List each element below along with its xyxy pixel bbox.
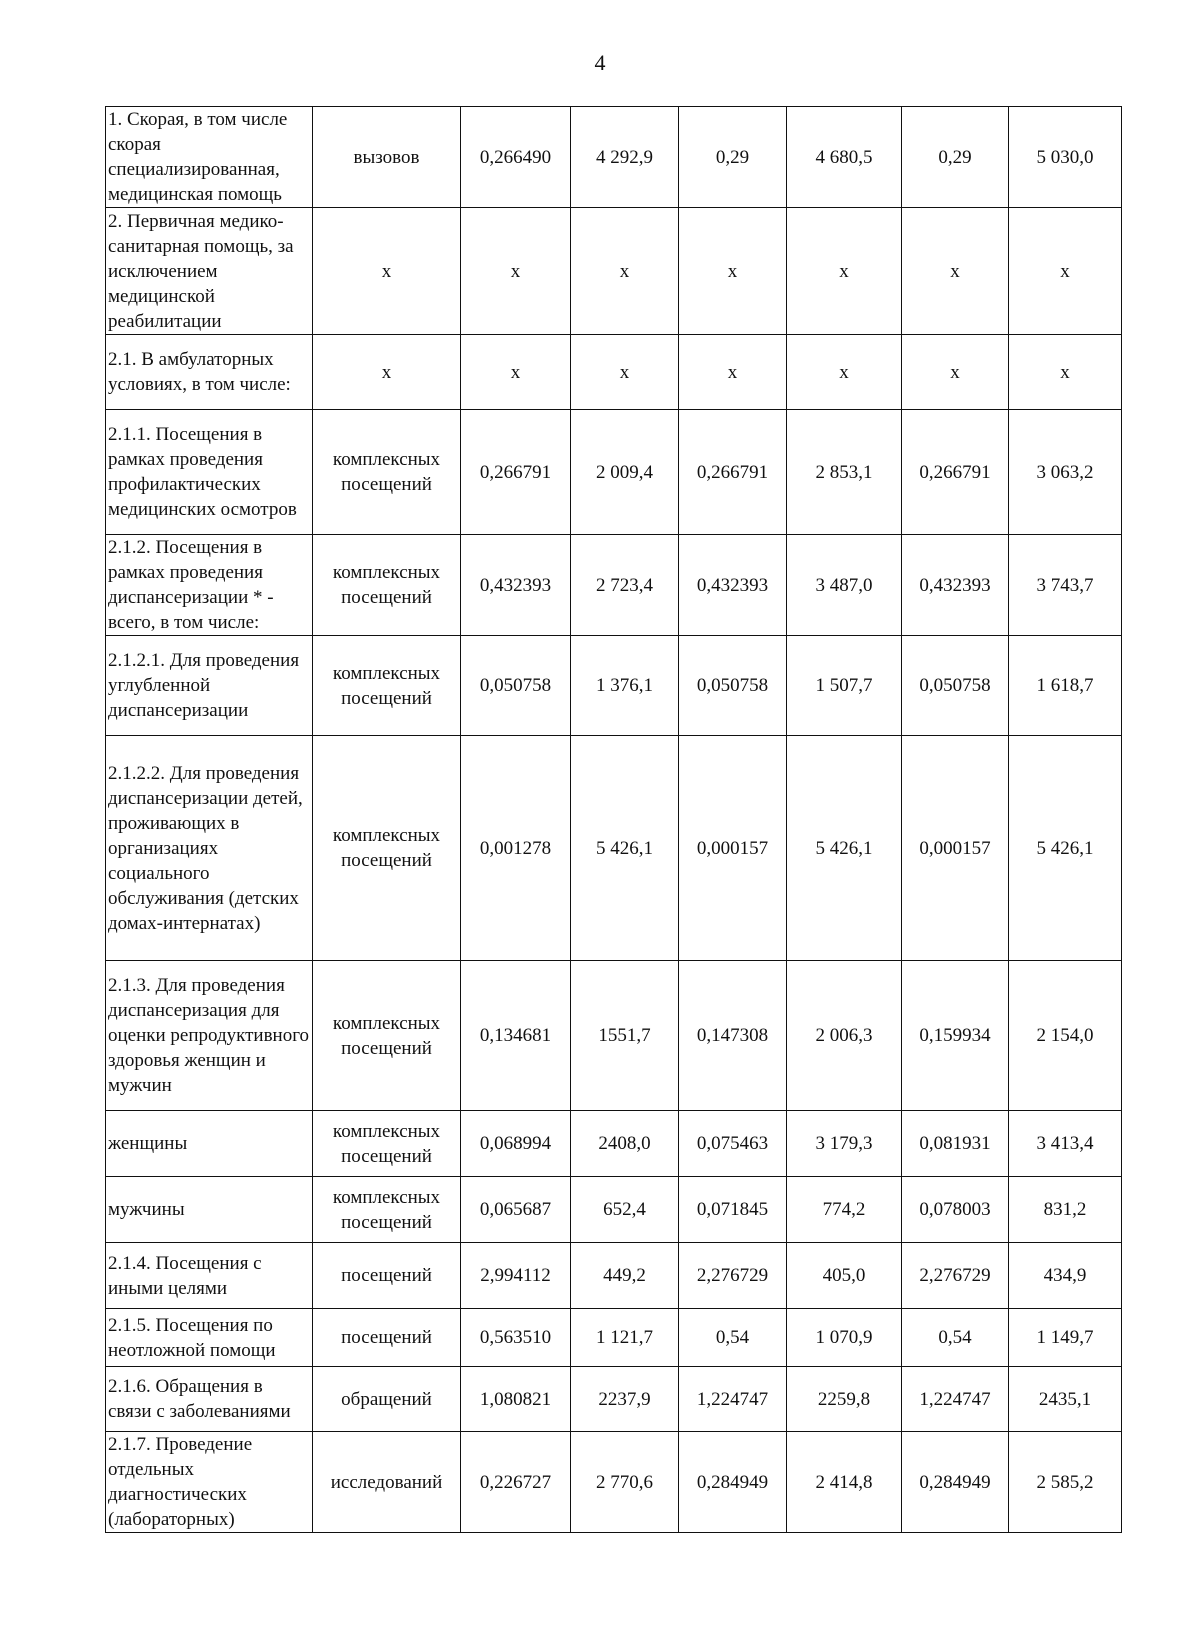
row-value-cell: 2 770,6 — [571, 1432, 679, 1533]
page-number: 4 — [594, 50, 606, 75]
row-value-cell: 2,276729 — [679, 1243, 787, 1309]
row-unit-cell: посещений — [313, 1243, 461, 1309]
table-row — [106, 1432, 1122, 1533]
row-value-cell: 1 507,7 — [787, 636, 902, 736]
row-value-cell: 0,54 — [679, 1309, 787, 1367]
row-value-cell: 0,147308 — [679, 961, 787, 1111]
row-value-cell: х — [571, 208, 679, 335]
row-name-cell: 2.1.4. Посещения с иными целями — [106, 1243, 313, 1309]
row-value-cell: 0,071845 — [679, 1177, 787, 1243]
row-value-cell: 2 006,3 — [787, 961, 902, 1111]
row-value-cell: 1 121,7 — [571, 1309, 679, 1367]
row-value-cell: 4 292,9 — [571, 107, 679, 208]
row-value-cell: 0,001278 — [461, 736, 571, 961]
row-name-cell: 2.1.5. Посещения по неотложной помощи — [106, 1309, 313, 1367]
row-name-cell: 2.1.2.1. Для проведения углубленной диспансеризации — [106, 636, 313, 736]
row-value-cell: 405,0 — [787, 1243, 902, 1309]
row-value-cell: х — [679, 208, 787, 335]
row-value-cell: 0,266490 — [461, 107, 571, 208]
row-value-cell: 3 179,3 — [787, 1111, 902, 1177]
row-value-cell: 4 680,5 — [787, 107, 902, 208]
table-row — [106, 208, 1122, 335]
row-unit-cell: исследований — [313, 1432, 461, 1533]
row-unit-cell: х — [313, 335, 461, 410]
table-row — [106, 535, 1122, 636]
row-value-cell: 2 009,4 — [571, 410, 679, 535]
row-value-cell: х — [461, 335, 571, 410]
row-name-cell: женщины — [106, 1111, 313, 1177]
row-value-cell: 0,065687 — [461, 1177, 571, 1243]
table-row — [106, 410, 1122, 535]
row-name-cell: 2.1.6. Обращения в связи с заболеваниями — [106, 1367, 313, 1432]
row-value-cell: 2237,9 — [571, 1367, 679, 1432]
row-unit-cell: вызовов — [313, 107, 461, 208]
table-row — [106, 335, 1122, 410]
row-name-cell: 2.1.7. Проведение отдельных диагностических (лабораторных) — [106, 1432, 313, 1533]
row-value-cell: 0,563510 — [461, 1309, 571, 1367]
row-value-cell: 0,432393 — [461, 535, 571, 636]
row-unit-cell: комплексных посещений — [313, 961, 461, 1111]
row-name-cell: 2.1.1. Посещения в рамках проведения профилактических медицинских осмотров — [106, 410, 313, 535]
row-unit-cell: комплексных посещений — [313, 535, 461, 636]
row-value-cell: 1 070,9 — [787, 1309, 902, 1367]
row-value-cell: 5 426,1 — [571, 736, 679, 961]
row-name-cell: 1. Скорая, в том числе скорая специализированная, медицинская помощь — [106, 107, 313, 208]
row-name-cell: 2. Первичная медико-санитарная помощь, за исключением медицинской реабилитации — [106, 208, 313, 335]
row-name-cell: мужчины — [106, 1177, 313, 1243]
row-value-cell: 1 618,7 — [1009, 636, 1122, 736]
row-value-cell: 0,075463 — [679, 1111, 787, 1177]
row-unit-cell: комплексных посещений — [313, 1111, 461, 1177]
row-value-cell: х — [1009, 208, 1122, 335]
row-value-cell: 449,2 — [571, 1243, 679, 1309]
row-value-cell: 3 063,2 — [1009, 410, 1122, 535]
row-value-cell: 0,432393 — [902, 535, 1009, 636]
row-unit-cell: посещений — [313, 1309, 461, 1367]
row-value-cell: х — [1009, 335, 1122, 410]
row-unit-cell: комплексных посещений — [313, 636, 461, 736]
row-value-cell: 652,4 — [571, 1177, 679, 1243]
row-value-cell: 1,224747 — [679, 1367, 787, 1432]
row-value-cell: 0,29 — [902, 107, 1009, 208]
row-value-cell: 0,050758 — [679, 636, 787, 736]
row-name-cell: 2.1.2.2. Для проведения диспансеризации детей, проживающих в организациях социального обслуживания (детских домах-интернатах) — [106, 736, 313, 961]
row-value-cell: 0,081931 — [902, 1111, 1009, 1177]
row-unit-cell: х — [313, 208, 461, 335]
row-value-cell: 2435,1 — [1009, 1367, 1122, 1432]
row-value-cell: 0,050758 — [461, 636, 571, 736]
row-value-cell: 0,000157 — [902, 736, 1009, 961]
row-value-cell: х — [902, 335, 1009, 410]
row-value-cell: х — [461, 208, 571, 335]
table-row — [106, 1309, 1122, 1367]
row-unit-cell: комплексных посещений — [313, 410, 461, 535]
row-value-cell: 2,276729 — [902, 1243, 1009, 1309]
row-value-cell: 2 723,4 — [571, 535, 679, 636]
row-name-cell: 2.1. В амбулаторных условиях, в том числе: — [106, 335, 313, 410]
table-row — [106, 1367, 1122, 1432]
row-value-cell: х — [902, 208, 1009, 335]
row-unit-cell: обращений — [313, 1367, 461, 1432]
row-value-cell: 0,226727 — [461, 1432, 571, 1533]
row-value-cell: 774,2 — [787, 1177, 902, 1243]
row-value-cell: 0,284949 — [679, 1432, 787, 1533]
table-row — [106, 736, 1122, 961]
row-value-cell: 0,000157 — [679, 736, 787, 961]
volumes-table — [105, 106, 1122, 1533]
row-value-cell: 2 414,8 — [787, 1432, 902, 1533]
row-value-cell: 0,266791 — [902, 410, 1009, 535]
row-value-cell: 831,2 — [1009, 1177, 1122, 1243]
row-value-cell: 1,080821 — [461, 1367, 571, 1432]
row-value-cell: 2 853,1 — [787, 410, 902, 535]
row-value-cell: 1 149,7 — [1009, 1309, 1122, 1367]
table-row — [106, 961, 1122, 1111]
row-value-cell: 2408,0 — [571, 1111, 679, 1177]
row-value-cell: 2259,8 — [787, 1367, 902, 1432]
row-name-cell: 2.1.2. Посещения в рамках проведения диспансеризации * - всего, в том числе: — [106, 535, 313, 636]
row-value-cell: 0,432393 — [679, 535, 787, 636]
table-row — [106, 1243, 1122, 1309]
table-row — [106, 107, 1122, 208]
row-value-cell: 2 154,0 — [1009, 961, 1122, 1111]
row-value-cell: 1551,7 — [571, 961, 679, 1111]
row-value-cell: 0,078003 — [902, 1177, 1009, 1243]
row-value-cell: 0,54 — [902, 1309, 1009, 1367]
row-value-cell: 0,068994 — [461, 1111, 571, 1177]
row-value-cell: х — [679, 335, 787, 410]
row-value-cell: 0,050758 — [902, 636, 1009, 736]
row-value-cell: 3 413,4 — [1009, 1111, 1122, 1177]
row-value-cell: 1 376,1 — [571, 636, 679, 736]
row-value-cell: 0,266791 — [679, 410, 787, 535]
row-value-cell: 1,224747 — [902, 1367, 1009, 1432]
row-value-cell: х — [787, 208, 902, 335]
row-unit-cell: комплексных посещений — [313, 1177, 461, 1243]
row-value-cell: 5 030,0 — [1009, 107, 1122, 208]
row-value-cell: 0,266791 — [461, 410, 571, 535]
row-value-cell: 3 743,7 — [1009, 535, 1122, 636]
row-value-cell: 5 426,1 — [1009, 736, 1122, 961]
row-value-cell: 2,994112 — [461, 1243, 571, 1309]
row-value-cell: х — [787, 335, 902, 410]
row-unit-cell: комплексных посещений — [313, 736, 461, 961]
row-value-cell: 0,29 — [679, 107, 787, 208]
row-value-cell: 0,284949 — [902, 1432, 1009, 1533]
row-name-cell: 2.1.3. Для проведения диспансеризация для оценки репродуктивного здоровья женщин и мужчин — [106, 961, 313, 1111]
row-value-cell: 3 487,0 — [787, 535, 902, 636]
row-value-cell: х — [571, 335, 679, 410]
table-row — [106, 1111, 1122, 1177]
table-row — [106, 636, 1122, 736]
row-value-cell: 0,159934 — [902, 961, 1009, 1111]
row-value-cell: 0,134681 — [461, 961, 571, 1111]
table-row — [106, 1177, 1122, 1243]
row-value-cell: 434,9 — [1009, 1243, 1122, 1309]
row-value-cell: 2 585,2 — [1009, 1432, 1122, 1533]
row-value-cell: 5 426,1 — [787, 736, 902, 961]
table-body — [106, 107, 1122, 1533]
